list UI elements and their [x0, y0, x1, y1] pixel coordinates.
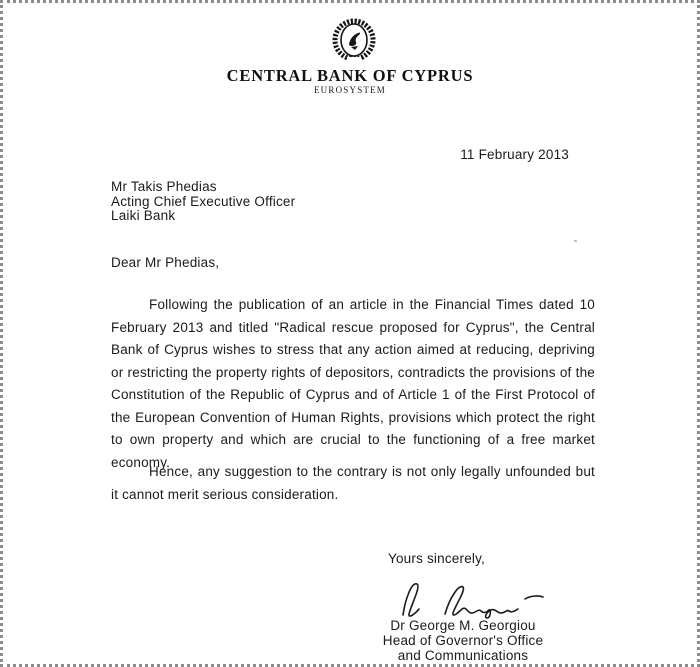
body-paragraph-2: Hence, any suggestion to the contrary is not only legally unfounded but it cannot merit serious consideration.: [111, 464, 595, 502]
letter-date: 11 February 2013: [460, 147, 569, 162]
recipient-title: Acting Chief Executive Officer: [111, 193, 296, 209]
salutation: Dear Mr Phedias,: [111, 255, 220, 270]
signoff-title-line1: Head of Governor's Office: [382, 632, 544, 648]
recipient-name: Mr Takis Phedias: [111, 179, 217, 194]
scan-speck: [574, 240, 577, 242]
signoff-name: Dr George M. Georgiou: [390, 618, 536, 633]
central-bank-emblem-icon: [325, 17, 383, 65]
signoff-title-line2: and Communications: [397, 647, 529, 663]
letterhead-bank-name: CENTRAL BANK OF CYPRUS: [226, 66, 474, 85]
valediction: Yours sincerely,: [388, 551, 485, 566]
signoff-block: [353, 619, 573, 663]
recipient-block: [111, 180, 295, 224]
letterhead-subtitle: EUROSYSTEM: [313, 85, 386, 95]
handwritten-signature-icon: [395, 579, 553, 621]
recipient-organization: Laiki Bank: [111, 208, 176, 223]
body-paragraph-1: Following the publication of an article in the Financial Times dated 10 February 2013 and titled "Radical rescue proposed for Cyprus", the Central Bank of Cyprus wishes to stress that any action aimed at reducing, depriving or restricting the property rights of depositors, contradicts the provisions of the Constitution of the Republic of Cyprus and of Article 1 of the First Protocol of the European Convention of Human Rights, provisions which protect the right to own property and which are crucial to the functioning of a free market economy.: [111, 297, 595, 470]
